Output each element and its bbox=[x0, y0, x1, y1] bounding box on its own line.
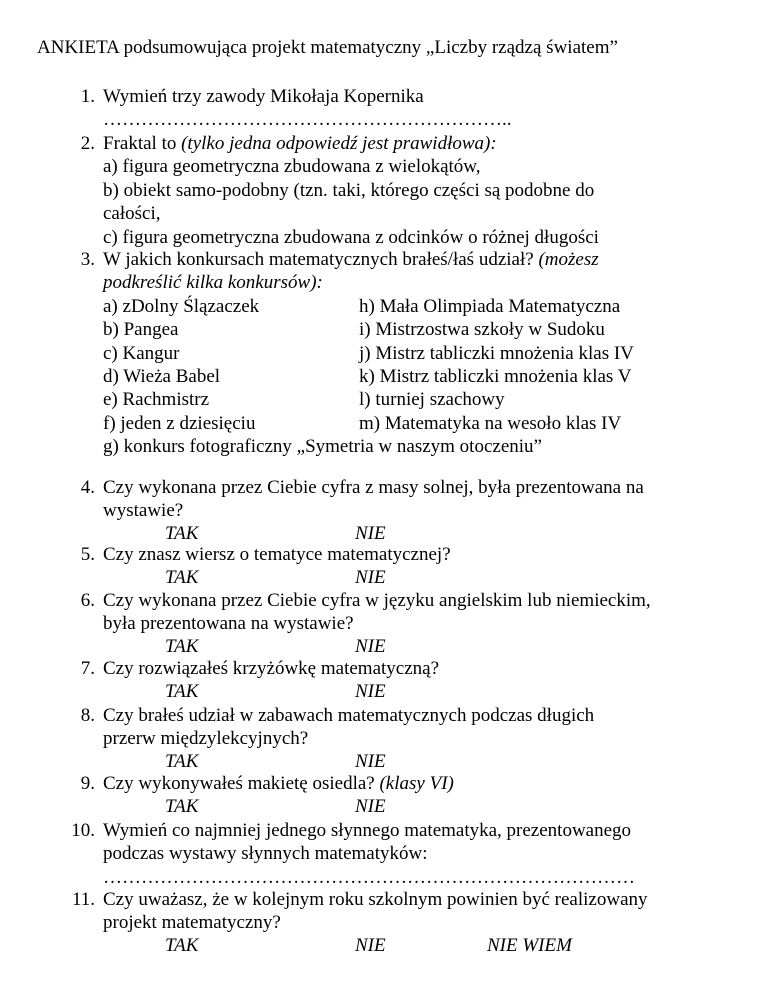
question-text-cont: podczas wystawy słynnych matematyków: bbox=[103, 843, 428, 865]
question-body bbox=[103, 543, 743, 566]
question-text-cont: była prezentowana na wystawie? bbox=[103, 613, 354, 635]
question-number: 3. bbox=[80, 249, 95, 270]
question-text: Czy wykonana przez Ciebie cyfra z masy solnej, była prezentowana na bbox=[103, 477, 644, 498]
question-hint: (tylko jedna odpowiedź jest prawidłowa): bbox=[181, 133, 497, 154]
answer-yes[interactable]: TAK bbox=[165, 636, 199, 657]
question-body bbox=[103, 589, 743, 636]
contest-option[interactable]: a) zDolny Ślązaczek bbox=[103, 295, 260, 317]
answer-no[interactable]: NIE bbox=[355, 681, 386, 702]
question-text-main: W jakich konkursach matematycznych brałeś/łaś udział? bbox=[103, 249, 539, 270]
question-text: Czy uważasz, że w kolejnym roku szkolnym powinien być realizowany bbox=[103, 889, 648, 910]
answer-yes[interactable]: TAK bbox=[165, 751, 199, 772]
question-text: Czy znasz wiersz o tematyce matematycznej? bbox=[103, 544, 451, 565]
contest-option[interactable]: k) Mistrz tabliczki mnożenia klas V bbox=[359, 366, 632, 388]
question-text-cont: projekt matematyczny? bbox=[103, 912, 281, 934]
question-body bbox=[103, 819, 743, 889]
question-number: 10. bbox=[71, 820, 95, 841]
answer-no[interactable]: NIE bbox=[355, 567, 386, 588]
question-text bbox=[103, 132, 743, 155]
question-body bbox=[103, 772, 743, 795]
survey-title: ANKIETA podsumowująca projekt matematyczny „Liczby rządzą światem” bbox=[37, 37, 618, 58]
question-hint-cont bbox=[103, 271, 743, 294]
question-body bbox=[103, 476, 743, 523]
question-text: Czy rozwiązałeś krzyżówkę matematyczną? bbox=[103, 658, 440, 679]
contest-options bbox=[103, 295, 743, 435]
contest-col-right bbox=[359, 295, 634, 435]
contest-option[interactable]: f) jeden z dziesięciu bbox=[103, 412, 256, 434]
option-b: b) obiekt samo-podobny (tzn. taki, którego części są podobne do bbox=[103, 179, 595, 201]
question-number: 11. bbox=[71, 889, 95, 910]
contest-option[interactable]: c) Kangur bbox=[103, 342, 180, 364]
question-text: Czy brałeś udział w zabawach matematycznych podczas długich bbox=[103, 705, 595, 726]
question-body bbox=[103, 85, 743, 132]
answer-dont-know[interactable]: NIE WIEM bbox=[487, 935, 572, 956]
question-number: 9. bbox=[80, 773, 95, 794]
question-text-main: Czy wykonywałeś makietę osiedla? bbox=[103, 773, 380, 794]
contest-option[interactable]: e) Rachmistrz bbox=[103, 389, 210, 411]
question-hint-2: podkreślić kilka konkursów): bbox=[103, 272, 323, 294]
question-text bbox=[103, 772, 743, 795]
question-text-cont: wystawie? bbox=[103, 500, 184, 522]
answer-yes[interactable]: TAK bbox=[165, 796, 199, 817]
contest-option[interactable]: g) konkurs fotograficzny „Symetria w naszym otoczeniu” bbox=[103, 435, 542, 457]
question-text-cont: przerw międzylekcyjnych? bbox=[103, 728, 309, 750]
contest-option[interactable]: d) Wieża Babel bbox=[103, 366, 221, 388]
option-a: a) figura geometryczna zbudowana z wielokątów, bbox=[103, 156, 481, 178]
question-text: Czy wykonana przez Ciebie cyfra w języku angielskim lub niemieckim, bbox=[103, 590, 651, 611]
question-text bbox=[103, 248, 743, 271]
question-hint: (klasy VI) bbox=[379, 773, 454, 794]
question-body bbox=[103, 248, 743, 458]
answer-yes[interactable]: TAK bbox=[165, 567, 199, 588]
answer-no[interactable]: NIE bbox=[355, 636, 386, 657]
question-text: Wymień co najmniej jednego słynnego matematyka, prezentowanego bbox=[103, 820, 632, 841]
question-body bbox=[103, 657, 743, 680]
answer-no[interactable]: NIE bbox=[355, 935, 386, 956]
question-number: 5. bbox=[80, 544, 95, 565]
option-c: c) figura geometryczna zbudowana z odcinków o różnej długości bbox=[103, 226, 599, 248]
answer-no[interactable]: NIE bbox=[355, 751, 386, 772]
contest-option[interactable]: h) Mała Olimpiada Matematyczna bbox=[359, 295, 621, 317]
question-hint: (możesz bbox=[538, 249, 599, 270]
question-number: 6. bbox=[80, 590, 95, 611]
contest-option[interactable]: b) Pangea bbox=[103, 319, 179, 341]
answer-yes[interactable]: TAK bbox=[165, 935, 199, 956]
question-body bbox=[103, 888, 743, 935]
answer-dots: ……………………………………………………….. bbox=[103, 109, 512, 131]
question-text-main: Fraktal to bbox=[103, 133, 182, 154]
answer-no[interactable]: NIE bbox=[355, 523, 386, 544]
contest-option[interactable]: i) Mistrzostwa szkoły w Sudoku bbox=[359, 319, 605, 341]
question-number: 7. bbox=[80, 658, 95, 679]
question-number: 8. bbox=[80, 705, 95, 726]
question-body bbox=[103, 704, 743, 751]
contest-option[interactable]: l) turniej szachowy bbox=[359, 389, 505, 411]
question-body bbox=[103, 132, 743, 249]
answer-yes[interactable]: TAK bbox=[165, 523, 199, 544]
question-number: 1. bbox=[80, 86, 95, 107]
question-number: 4. bbox=[80, 477, 95, 498]
option-b-cont: całości, bbox=[103, 203, 161, 225]
contest-col-left bbox=[103, 295, 259, 435]
answer-yes[interactable]: TAK bbox=[165, 681, 199, 702]
question-number: 2. bbox=[80, 133, 95, 154]
answer-dots: ………………………………………………………………………… bbox=[103, 866, 635, 888]
question-text: Wymień trzy zawody Mikołaja Kopernika bbox=[103, 86, 424, 107]
contest-option[interactable]: j) Mistrz tabliczki mnożenia klas IV bbox=[359, 342, 634, 364]
answer-no[interactable]: NIE bbox=[355, 796, 386, 817]
contest-option[interactable]: m) Matematyka na wesoło klas IV bbox=[359, 412, 622, 434]
